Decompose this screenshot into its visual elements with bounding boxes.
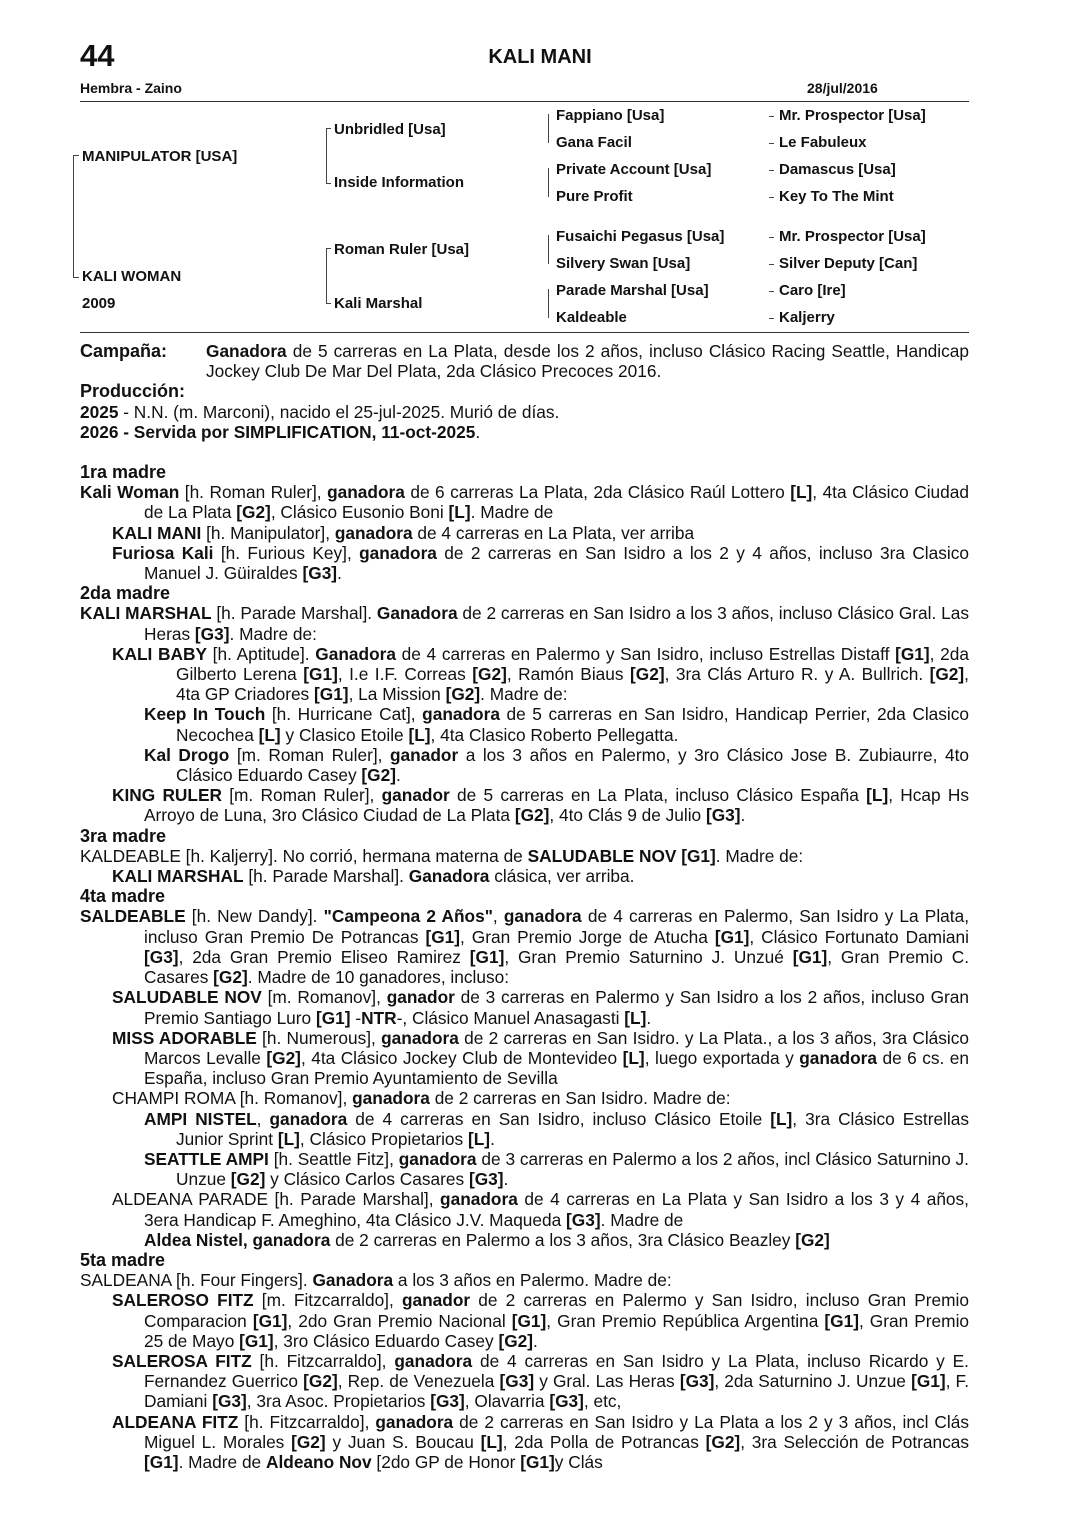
horse-name-title: KALI MANI bbox=[488, 46, 592, 68]
produce-entry: CHAMPI ROMA [h. Romanov], ganadora de 2 carreras en San Isidro. Madre de: bbox=[112, 1088, 731, 1109]
pedigree-g3: Parade Marshal [Usa] bbox=[556, 282, 709, 299]
pedigree-g3: Private Account [Usa] bbox=[556, 161, 712, 178]
pedigree-g4: Le Fabuleux bbox=[779, 134, 867, 151]
produce-entry: KALI MARSHAL [h. Parade Marshal]. Ganadora de 2 carreras en San Isidro a los 3 años, incluso Clásico Gral. Las Heras [G3]. Madre de: bbox=[80, 603, 969, 644]
pedigree-g3: Silvery Swan [Usa] bbox=[556, 255, 691, 272]
pedigree-sd: Inside Information bbox=[334, 174, 465, 191]
dash bbox=[769, 318, 774, 319]
pedigree-g3: Fappiano [Usa] bbox=[556, 107, 665, 124]
produce-entry: KALI BABY [h. Aptitude]. Ganadora de 4 carreras en Palermo y San Isidro, incluso Estrellas Distaff [G1], 2da Gilberto Lerena [G1], I.e I.F. Correas [G2], Ramón Biaus [G2], 3ra Clás Arturo R. y A. Bullrich. [G2], 4ta GP Criadores [G1], La Mission [G2]. Madre de: bbox=[112, 643, 969, 705]
section-heading: 4ta madre bbox=[80, 886, 166, 907]
produce-entry: Kali Woman [h. Roman Ruler], ganadora de 6 carreras La Plata, 2da Clásico Raúl Lottero [L], 4ta Clásico Ciudad de La Plata [G2], Clásico Eusonio Boni [L]. Madre de bbox=[80, 482, 969, 523]
pedigree-g4: Key To The Mint bbox=[779, 188, 894, 205]
section-heading: 5ta madre bbox=[80, 1249, 166, 1270]
pedigree-dd: Kali Marshal bbox=[334, 295, 423, 312]
produce-entry: KALI MARSHAL [h. Parade Marshal]. Ganadora clásica, ver arriba. bbox=[112, 866, 635, 887]
dash bbox=[769, 170, 774, 171]
catalog-body bbox=[80, 341, 969, 1472]
produce-entry: ALDEANA FITZ [h. Fitzcarraldo], ganadora de 2 carreras en San Isidro y La Plata a los 2 y 3 años, incl Clás Miguel L. Morales [G2] y Juan S. Boucau [L], 2da Polla de Potrancas [G2], 3ra Selección de Potrancas [G1]. Madre de Aldeano Nov [2do GP de Honor [G1]y Clás bbox=[112, 1411, 970, 1472]
campana-row bbox=[80, 341, 969, 381]
dash bbox=[769, 116, 774, 117]
section-heading: 1ra madre bbox=[80, 462, 167, 483]
pedigree-divider bbox=[80, 332, 969, 333]
pedigree-g4: Damascus [Usa] bbox=[779, 161, 896, 178]
pedigree-g3: Gana Facil bbox=[556, 134, 632, 151]
campana-body: de 5 carreras en La Plata, desde los 2 años, incluso Clásico Racing Seattle, Handicap Jockey Club De Mar Del Plata, 2da Clásico Precoces 2016. bbox=[206, 341, 969, 382]
bracket-stub bbox=[326, 128, 331, 129]
pedigree-bracket-gen3 bbox=[548, 289, 549, 318]
pedigree-bracket-gen1 bbox=[73, 155, 74, 278]
pedigree-ss: Unbridled [Usa] bbox=[334, 121, 446, 138]
pedigree-g3: Fusaichi Pegasus [Usa] bbox=[556, 228, 725, 245]
produce-entry: AMPI NISTEL, ganadora de 4 carreras en San Isidro, incluso Clásico Etoile [L], 3ra Clásico Estrellas Junior Sprint [L], Clásico Propietarios [L]. bbox=[144, 1108, 970, 1149]
pedigree-bracket-gen2 bbox=[326, 128, 327, 184]
produce-entry: Aldea Nistel, ganadora de 2 carreras en Palermo a los 3 años, 3ra Clásico Beazley [G2] bbox=[144, 1229, 830, 1250]
pedigree-g3: Kaldeable bbox=[556, 309, 627, 326]
pedigree-sire: MANIPULATOR [USA] bbox=[82, 148, 238, 165]
produccion-label: Producción: bbox=[80, 381, 186, 402]
pedigree-bracket-gen3 bbox=[548, 114, 549, 143]
pedigree-g4: Kaljerry bbox=[779, 309, 835, 326]
produce-entry: ALDEANA PARADE [h. Parade Marshal], ganadora de 4 carreras en La Plata y San Isidro a los 3 y 4 años, 3era Handicap F. Ameghino, 4ta Clásico J.V. Maqueda [G3]. Madre de bbox=[112, 1189, 969, 1230]
sex-color: Hembra - Zaino bbox=[80, 80, 182, 96]
dash bbox=[769, 143, 774, 144]
produce-entry: Furiosa Kali [h. Furious Key], ganadora de 2 carreras en San Isidro a los 2 y 4 años, incluso 3ra Clasico Manuel J. Güiraldes [G3]. bbox=[112, 542, 969, 584]
produce-entry: MISS ADORABLE [h. Numerous], ganadora de 2 carreras en San Isidro. y La Plata., a los 3 años, 3ra Clásico Marcos Levalle [G2], 4ta Clásico Jockey Club de Montevideo [L], luego exportada y ganadora de 6 cs. en España, incluso Gran Premio Ayuntamiento de Sevilla bbox=[112, 1027, 970, 1089]
header-divider bbox=[80, 101, 969, 102]
pedigree-g4: Silver Deputy [Can] bbox=[779, 255, 918, 272]
section-heading: 2da madre bbox=[80, 583, 171, 604]
dash bbox=[769, 237, 774, 238]
dash bbox=[769, 264, 774, 265]
bracket-stub bbox=[73, 277, 79, 278]
pedigree-g3: Pure Profit bbox=[556, 188, 633, 205]
produce-entry: SALEROSO FITZ [m. Fitzcarraldo], ganador de 2 carreras en Palermo y San Isidro, incluso Gran Premio Comparacion [G1], 2do Gran Premio Nacional [G1], Gran Premio República Argentina [G1], Gran Premio 25 de Mayo [G1], 3ro Clásico Eduardo Casey [G2]. bbox=[112, 1290, 970, 1351]
produccion-line: 2025 - N.N. (m. Marconi), nacido el 25-jul-2025. Murió de días. bbox=[80, 401, 560, 422]
section-heading: 3ra madre bbox=[80, 825, 167, 846]
produccion-line: 2026 - Servida por SIMPLIFICATION, 11-oct-2025. bbox=[80, 421, 481, 442]
pedigree-dam: KALI WOMAN bbox=[82, 268, 182, 285]
pedigree-bracket-gen3 bbox=[548, 235, 549, 264]
produce-entry: SALDEABLE [h. New Dandy]. "Campeona 2 Años", ganadora de 4 carreras en Palermo, San Isidro y La Plata, incluso Gran Premio De Potrancas [G1], Gran Premio Jorge de Atucha [G1], Clásico Fortunato Damiani [G3], 2da Gran Premio Eliseo Ramirez [G1], Gran Premio Saturnino J. Unzué [G1], Gran Premio C. Casares [G2]. Madre de 10 ganadores, incluso: bbox=[80, 906, 970, 988]
pedigree-g4: Caro [Ire] bbox=[779, 282, 846, 299]
page-number: 44 bbox=[80, 38, 115, 73]
produce-entry: SALEROSA FITZ [h. Fitzcarraldo], ganadora de 4 carreras en San Isidro y La Plata, incluso Ricardo y E. Fernandez Guerrico [G2], Rep. de Venezuela [G3] y Gral. Las Heras [G3], 2da Saturnino J. Unzue [G1], F. Damiani [G3], 3ra Asoc. Propietarios [G3], Olavarria [G3], etc, bbox=[112, 1350, 970, 1412]
produce-entry: SALUDABLE NOV [m. Romanov], ganador de 3 carreras en Palermo y San Isidro a los 2 años, incluso Gran Premio Santiago Luro [G1] -NTR-, Clásico Manuel Anasagasti [L]. bbox=[112, 987, 969, 1028]
bracket-stub bbox=[326, 183, 331, 184]
produce-entry: Keep In Touch [h. Hurricane Cat], ganadora de 5 carreras en San Isidro, Handicap Perrier, 2da Clasico Necochea [L] y Clasico Etoile [L], 4ta Clasico Roberto Pellegatta. bbox=[144, 704, 969, 745]
pedigree-bracket-gen3 bbox=[548, 168, 549, 197]
pedigree-bracket-gen2 bbox=[326, 248, 327, 304]
bracket-stub bbox=[326, 303, 331, 304]
campana-text bbox=[206, 341, 969, 381]
campana-bold: Ganadora bbox=[206, 341, 287, 361]
campana-label: Campaña: bbox=[80, 341, 168, 361]
produce-entry: Kal Drogo [m. Roman Ruler], ganador a los 3 años en Palermo, y 3ro Clásico Jose B. Zubiaurre, 4to Clásico Eduardo Casey [G2]. bbox=[144, 744, 969, 786]
produce-entry: SALDEANA [h. Four Fingers]. Ganadora a los 3 años en Palermo. Madre de: bbox=[80, 1270, 672, 1291]
bracket-stub bbox=[73, 155, 79, 156]
produce-entry: KALDEABLE [h. Kaljerry]. No corrió, hermana materna de SALUDABLE NOV [G1]. Madre de: bbox=[80, 845, 804, 866]
birth-date: 28/jul/2016 bbox=[807, 80, 878, 96]
dash bbox=[769, 197, 774, 198]
produce-entry: KALI MANI [h. Manipulator], ganadora de 4 carreras en La Plata, ver arriba bbox=[112, 522, 695, 543]
bracket-stub bbox=[326, 248, 331, 249]
dash bbox=[769, 291, 774, 292]
pedigree-dam-year: 2009 bbox=[82, 295, 116, 312]
pedigree-g4: Mr. Prospector [Usa] bbox=[779, 228, 926, 245]
produce-entry: KING RULER [m. Roman Ruler], ganador de 5 carreras en La Plata, incluso Clásico España [L], Hcap Hs Arroyo de Luna, 3ro Clásico Ciudad de La Plata [G2], 4to Clás 9 de Julio [G3]. bbox=[112, 785, 970, 826]
pedigree-ds: Roman Ruler [Usa] bbox=[334, 241, 470, 258]
pedigree-g4: Mr. Prospector [Usa] bbox=[779, 107, 926, 124]
produce-entry: SEATTLE AMPI [h. Seattle Fitz], ganadora de 3 carreras en Palermo a los 2 años, incl Clásico Saturnino J. Unzue [G2] y Clásico Carlos Casares [G3]. bbox=[144, 1148, 969, 1190]
